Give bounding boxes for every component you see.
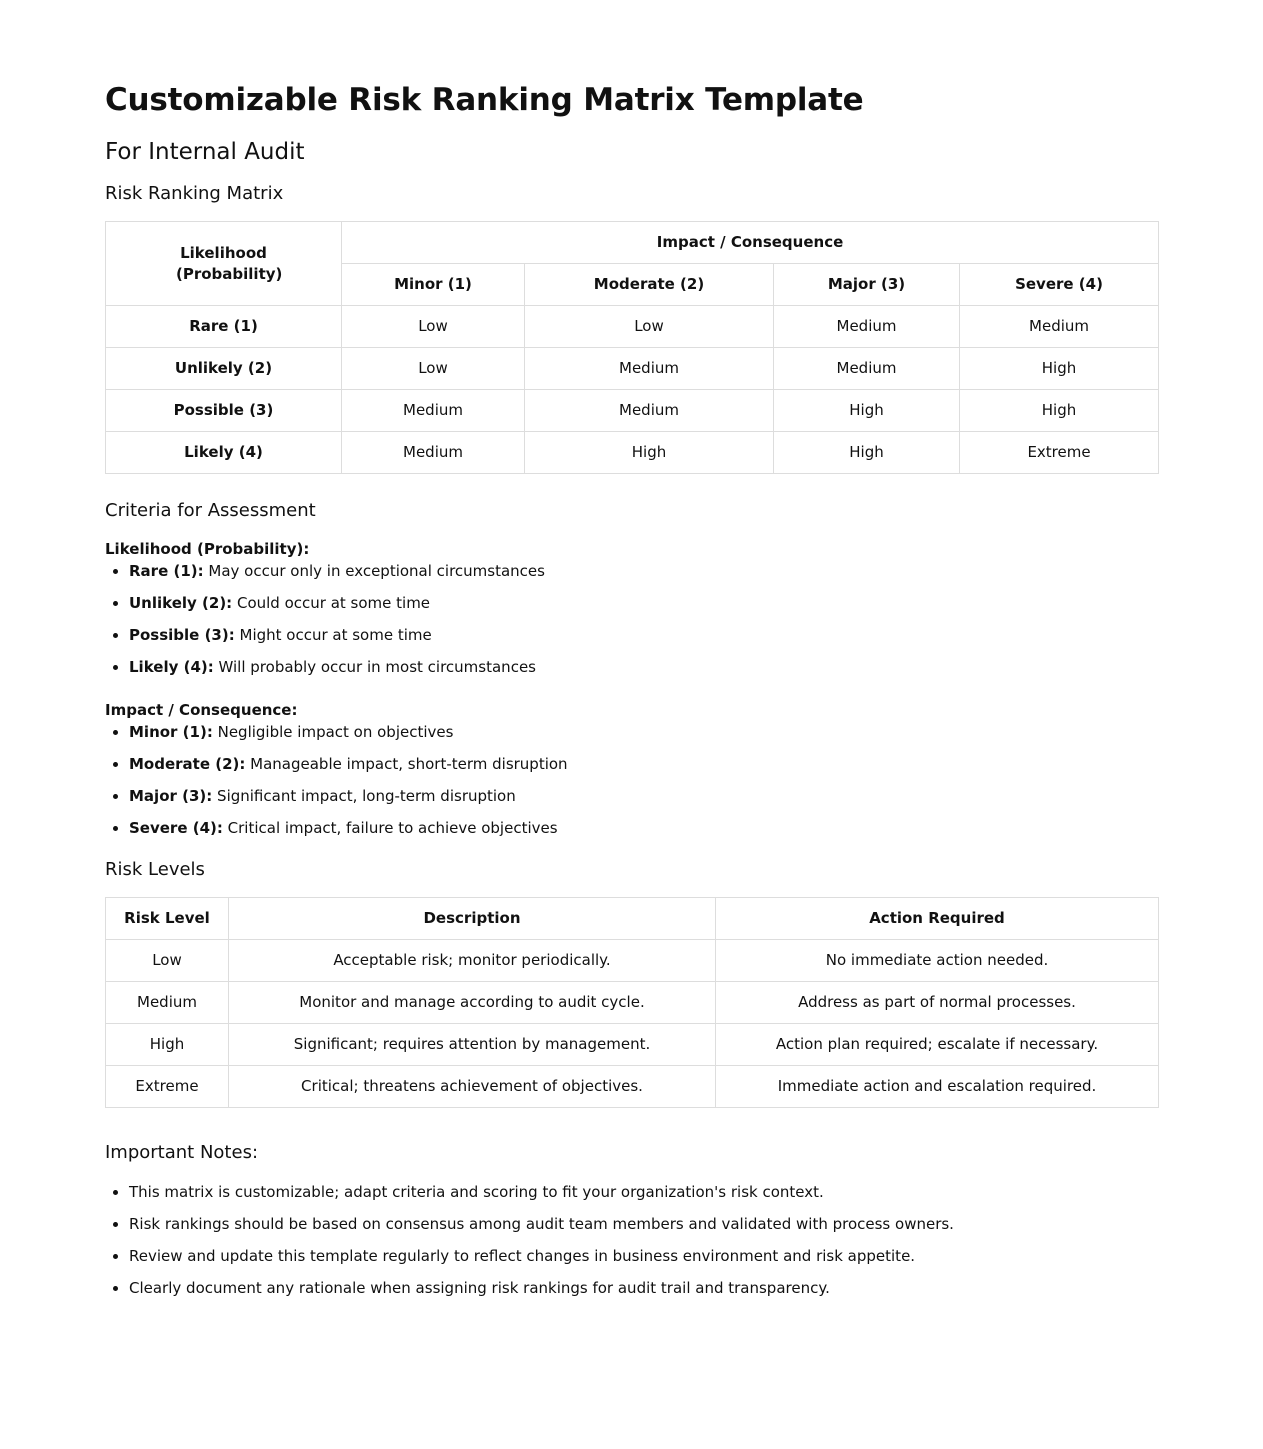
list-item [129, 722, 1158, 742]
matrix-cell: High [960, 348, 1159, 390]
action-cell: Address as part of normal processes. [716, 982, 1159, 1024]
impact-header: Impact / Consequence [342, 222, 1159, 264]
criteria-term: Severe (4): [129, 819, 223, 837]
matrix-cell: Medium [342, 390, 525, 432]
list-item [129, 625, 1158, 645]
risk-levels-column-header: Action Required [716, 898, 1159, 940]
notes-heading: Important Notes: [105, 1142, 259, 1163]
impact-column-header: Major (3) [774, 264, 960, 306]
matrix-cell: Medium [960, 306, 1159, 348]
risk-levels-column-header: Description [229, 898, 716, 940]
table-row [106, 1066, 1159, 1108]
likelihood-criteria-label: Likelihood (Probability): [105, 540, 310, 558]
list-item: • Risk rankings should be based on consensus among audit team members and validated with process owners. [129, 1214, 1158, 1234]
table-row [106, 940, 1159, 982]
impact-column-header: Severe (4) [960, 264, 1159, 306]
notes-list [105, 1182, 1158, 1298]
likelihood-row-header: Unlikely (2) [106, 348, 342, 390]
criteria-description: May occur only in exceptional circumstances [208, 562, 545, 580]
description-cell: Critical; threatens achievement of objectives. [229, 1066, 716, 1108]
matrix-cell: Extreme [960, 432, 1159, 474]
list-item: • Review and update this template regularly to reflect changes in business environment and risk appetite. [129, 1246, 1158, 1266]
matrix-cell: Medium [774, 348, 960, 390]
table-row [106, 1024, 1159, 1066]
matrix-cell: Medium [774, 306, 960, 348]
criteria-term: Unlikely (2): [129, 594, 233, 612]
criteria-term: Moderate (2): [129, 755, 246, 773]
risk-levels-column-header: Risk Level [106, 898, 229, 940]
description-cell: Significant; requires attention by management. [229, 1024, 716, 1066]
matrix-heading: Risk Ranking Matrix [105, 183, 284, 204]
criteria-heading: Criteria for Assessment [105, 500, 316, 521]
criteria-term: Rare (1): [129, 562, 204, 580]
criteria-description: Critical impact, failure to achieve objectives [227, 819, 558, 837]
description-cell: Monitor and manage according to audit cycle. [229, 982, 716, 1024]
risk-level-cell: Low [106, 940, 229, 982]
page-subtitle: For Internal Audit [105, 139, 305, 165]
criteria-description: Will probably occur in most circumstances [218, 658, 536, 676]
risk-level-cell: Extreme [106, 1066, 229, 1108]
criteria-description: Significant impact, long-term disruption [217, 787, 516, 805]
matrix-row [106, 432, 1159, 474]
risk-level-cell: Medium [106, 982, 229, 1024]
list-item [129, 818, 1158, 838]
risk-level-cell: High [106, 1024, 229, 1066]
matrix-cell: Low [342, 306, 525, 348]
criteria-term: Major (3): [129, 787, 213, 805]
matrix-row [106, 390, 1159, 432]
list-item: • This matrix is customizable; adapt criteria and scoring to fit your organization's risk context. [129, 1182, 1158, 1202]
list-item: • Clearly document any rationale when assigning risk rankings for audit trail and transparency. [129, 1278, 1158, 1298]
list-item [129, 657, 1158, 677]
list-item [129, 593, 1158, 613]
matrix-cell: Low [525, 306, 774, 348]
impact-criteria-list [105, 722, 1158, 838]
likelihood-criteria-list [105, 561, 1158, 677]
page-bottom-clip [0, 1298, 1263, 1449]
matrix-cell: High [960, 390, 1159, 432]
matrix-cell: High [774, 432, 960, 474]
risk-levels-table [105, 897, 1159, 1108]
likelihood-row-header: Possible (3) [106, 390, 342, 432]
risk-ranking-matrix-table [105, 221, 1159, 474]
likelihood-row-header: Likely (4) [106, 432, 342, 474]
criteria-description: Negligible impact on objectives [217, 723, 454, 741]
action-cell: Action plan required; escalate if necessary. [716, 1024, 1159, 1066]
table-row [106, 982, 1159, 1024]
criteria-term: Possible (3): [129, 626, 235, 644]
criteria-description: Manageable impact, short-term disruption [250, 755, 568, 773]
criteria-term: Likely (4): [129, 658, 214, 676]
page-title: Customizable Risk Ranking Matrix Template [105, 82, 864, 118]
matrix-cell: Low [342, 348, 525, 390]
matrix-row [106, 348, 1159, 390]
likelihood-row-header: Rare (1) [106, 306, 342, 348]
action-cell: No immediate action needed. [716, 940, 1159, 982]
impact-column-header: Moderate (2) [525, 264, 774, 306]
list-item [129, 786, 1158, 806]
risk-levels-heading: Risk Levels [105, 859, 205, 880]
matrix-row [106, 306, 1159, 348]
criteria-description: Might occur at some time [239, 626, 432, 644]
list-item [129, 561, 1158, 581]
matrix-cell: High [525, 432, 774, 474]
matrix-cell: Medium [525, 348, 774, 390]
matrix-cell: High [774, 390, 960, 432]
criteria-description: Could occur at some time [236, 594, 431, 612]
matrix-cell: Medium [342, 432, 525, 474]
criteria-term: Minor (1): [129, 723, 213, 741]
action-cell: Immediate action and escalation required. [716, 1066, 1159, 1108]
impact-criteria-label: Impact / Consequence: [105, 701, 298, 719]
list-item [129, 754, 1158, 774]
matrix-corner-label: Likelihood (Probability) [106, 222, 342, 306]
matrix-cell: Medium [525, 390, 774, 432]
impact-column-header: Minor (1) [342, 264, 525, 306]
important-notes-section [105, 1141, 1158, 1298]
description-cell: Acceptable risk; monitor periodically. [229, 940, 716, 982]
